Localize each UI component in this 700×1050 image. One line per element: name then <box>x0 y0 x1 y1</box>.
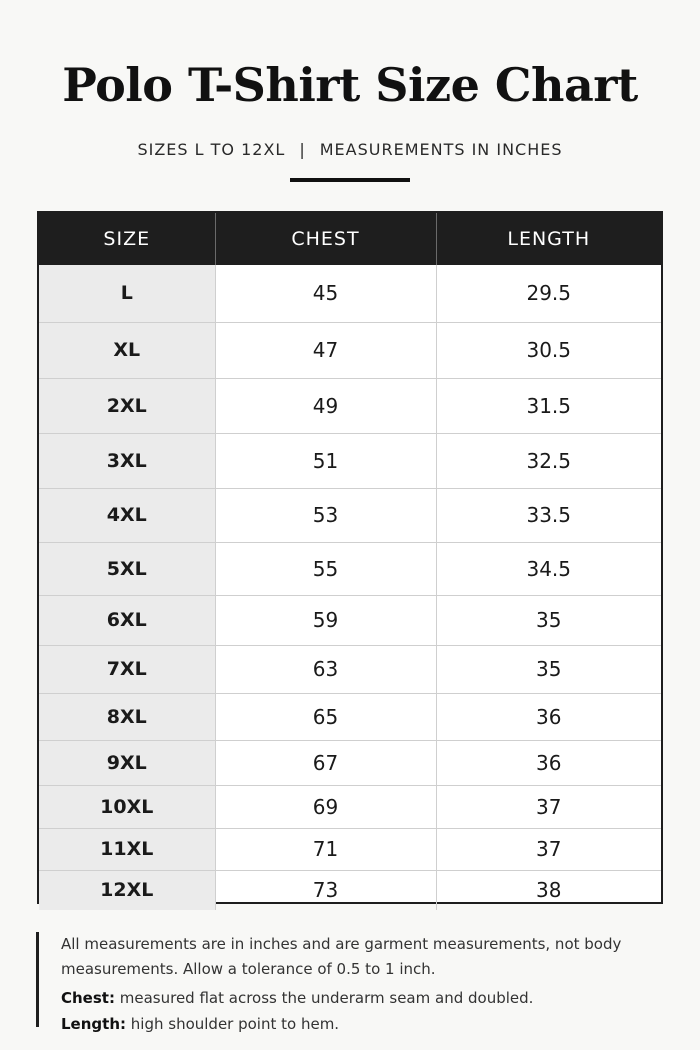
table-row <box>39 322 661 378</box>
note-length-label: Length: <box>61 1015 126 1033</box>
column-header-chest: CHEST <box>215 213 436 265</box>
cell-size: XL <box>39 322 215 378</box>
table-body <box>39 265 661 910</box>
table-row <box>39 378 661 433</box>
note-length-text: high shoulder point to hem. <box>130 1015 340 1033</box>
cell-size: 3XL <box>39 433 215 488</box>
cell-length: 30.5 <box>436 322 661 378</box>
cell-size: 7XL <box>39 645 215 693</box>
subtitle-separator: | <box>299 140 306 159</box>
table-row <box>39 595 661 645</box>
cell-size: L <box>39 265 215 322</box>
size-chart-table <box>39 213 661 910</box>
cell-length: 33.5 <box>436 488 661 542</box>
cell-size: 5XL <box>39 542 215 595</box>
table-row <box>39 265 661 322</box>
size-chart-table-container <box>37 211 663 904</box>
cell-chest: 69 <box>215 785 436 828</box>
cell-chest: 65 <box>215 693 436 740</box>
table-header-row <box>39 213 661 265</box>
cell-size: 10XL <box>39 785 215 828</box>
table-row <box>39 645 661 693</box>
note-chest <box>61 985 666 1011</box>
cell-chest: 45 <box>215 265 436 322</box>
cell-size: 4XL <box>39 488 215 542</box>
cell-chest: 71 <box>215 828 436 870</box>
column-header-size: SIZE <box>39 213 215 265</box>
cell-length: 36 <box>436 693 661 740</box>
cell-size: 8XL <box>39 693 215 740</box>
cell-length: 38 <box>536 878 562 903</box>
table-row <box>39 433 661 488</box>
cell-size: 6XL <box>39 595 215 645</box>
measurement-notes <box>36 932 666 1033</box>
cell-length: 37 <box>436 828 661 870</box>
cell-chest: 51 <box>215 433 436 488</box>
cell-chest: 47 <box>215 322 436 378</box>
cell-chest: 49 <box>215 378 436 433</box>
cell-length: 36 <box>436 740 661 785</box>
cell-length: 32.5 <box>436 433 661 488</box>
table-row <box>39 785 661 828</box>
cell-length: 35 <box>436 645 661 693</box>
note-chest-label: Chest: <box>61 989 115 1007</box>
subtitle-units: MEASUREMENTS IN INCHES <box>319 140 563 159</box>
column-header-length: LENGTH <box>436 213 661 265</box>
note-chest-text: measured flat across the underarm seam and doubled. <box>119 989 534 1007</box>
table-row <box>39 693 661 740</box>
cell-chest: 53 <box>215 488 436 542</box>
table-row <box>39 542 661 595</box>
cell-length: 34.5 <box>436 542 661 595</box>
title-underline-divider <box>290 178 410 182</box>
cell-length: 35 <box>436 595 661 645</box>
cell-chest: 55 <box>215 542 436 595</box>
cell-size: 12XL <box>39 870 215 910</box>
cell-size: 11XL <box>39 828 215 870</box>
cell-chest: 59 <box>215 595 436 645</box>
table-row <box>39 740 661 785</box>
cell-length: 31.5 <box>436 378 661 433</box>
table-row <box>39 488 661 542</box>
cell-size: 9XL <box>39 740 215 785</box>
cell-length: 37 <box>436 785 661 828</box>
note-length <box>61 1011 666 1037</box>
subtitle-sizes: SIZES L TO 12XL <box>137 140 286 159</box>
page-title: Polo T-Shirt Size Chart <box>62 58 638 112</box>
table-row <box>39 828 661 870</box>
cell-chest: 63 <box>215 645 436 693</box>
notes-intro: All measurements are in inches and are garment measurements, not body measurements. Allow a tolerance of 0.5 to 1 inch. <box>61 935 622 978</box>
cell-chest: 73 <box>215 870 436 910</box>
cell-length: 29.5 <box>436 265 661 322</box>
cell-size: 2XL <box>39 378 215 433</box>
table-row <box>39 870 661 910</box>
subtitle <box>0 140 700 159</box>
cell-chest: 67 <box>215 740 436 785</box>
